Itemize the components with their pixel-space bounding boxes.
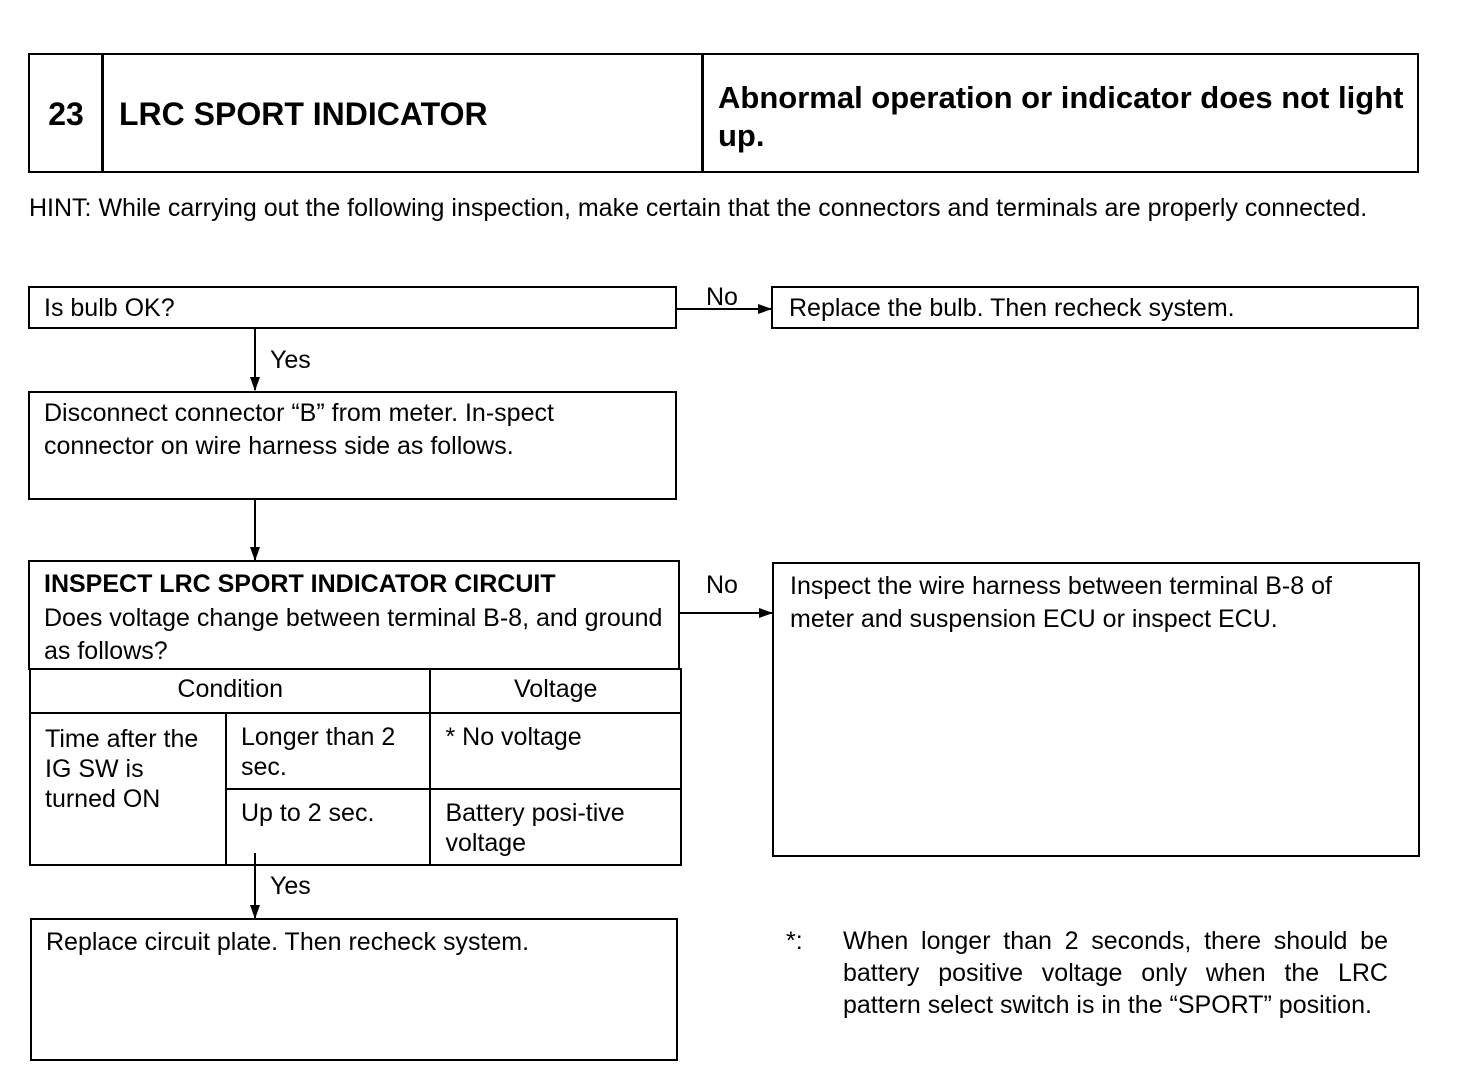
step2-instruction: Disconnect connector “B” from meter. In-spect connector on wire harness side as follows.	[44, 399, 554, 460]
step1-no-action-box	[771, 286, 1419, 329]
step2-box	[28, 391, 677, 500]
footnote-text: When longer than 2 seconds, there should be battery positive voltage only when the LRC pattern select switch is in the “SPORT” position.	[843, 927, 1388, 1019]
step1-yes-label: Yes	[270, 346, 311, 374]
table-header-voltage: Voltage	[430, 669, 681, 713]
table-row-2-condition: Up to 2 sec.	[226, 789, 430, 865]
step3-question: Does voltage change between terminal B-8, and ground as follows?	[44, 604, 663, 665]
step4-box	[30, 918, 678, 1061]
step3-yes-label: Yes	[270, 872, 311, 900]
table-row-1-condition: Longer than 2 sec.	[226, 713, 430, 789]
table-row-2-voltage: Battery posi-tive voltage	[430, 789, 681, 865]
step3-no-action: Inspect the wire harness between terminal B-8 of meter and suspension ECU or inspect ECU.	[790, 572, 1332, 633]
condition-table	[29, 668, 682, 866]
header-title: LRC SPORT INDICATOR	[119, 96, 488, 132]
step4-instruction: Replace circuit plate. Then recheck system.	[46, 928, 530, 956]
step3-title: INSPECT LRC SPORT INDICATOR CIRCUIT	[44, 570, 556, 598]
table-row-group-label: Time after the IG SW is turned ON	[30, 713, 226, 865]
step1-question: Is bulb OK?	[44, 294, 175, 322]
step3-box	[28, 560, 680, 670]
footnote-marker: *:	[786, 927, 803, 955]
step1-box	[28, 286, 677, 329]
table-header-condition: Condition	[30, 669, 430, 713]
hint-text: HINT: While carrying out the following inspection, make certain that the connectors and terminals are properly connected.	[29, 194, 1368, 222]
step1-no-label: No	[706, 283, 738, 311]
step1-no-action: Replace the bulb. Then recheck system.	[789, 294, 1235, 322]
table-row-1-voltage: * No voltage	[430, 713, 681, 789]
header-symptom: Abnormal operation or indicator does not light up.	[718, 80, 1404, 153]
step3-no-action-box	[772, 562, 1420, 857]
step3-no-label: No	[706, 571, 738, 599]
header-number: 23	[48, 96, 84, 132]
